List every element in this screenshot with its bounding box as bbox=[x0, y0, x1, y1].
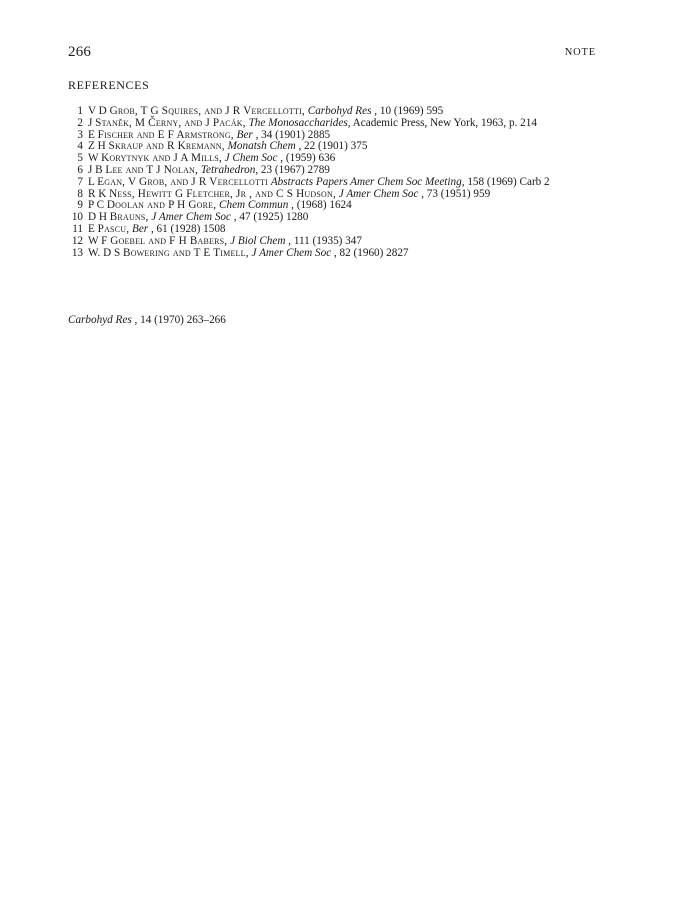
reference-number: 12 bbox=[71, 234, 83, 247]
reference-fragment: 158 (1969) Carb 2 bbox=[464, 175, 550, 188]
reference-source: J Chem Soc bbox=[224, 152, 278, 165]
footer-journal: Carbohyd Res bbox=[68, 314, 132, 326]
reference-authors: Goebel and F H Babers, bbox=[110, 234, 228, 247]
reference-list bbox=[66, 106, 598, 259]
reference-number: 1 bbox=[77, 105, 83, 117]
reference-fragment: , 10 (1969) 595 bbox=[371, 105, 444, 117]
reference-authors: Egan, V Grob, and J R Vercellotti bbox=[97, 175, 269, 188]
reference-number: 4 bbox=[77, 140, 83, 153]
reference-fragment: R K bbox=[88, 187, 110, 200]
reference-number: 9 bbox=[77, 199, 83, 212]
reference-fragment: 23 (1967) 2789 bbox=[258, 163, 330, 176]
reference-authors: Fischer and E F Armstrong, bbox=[97, 128, 234, 141]
reference-source: Monatsh Chem bbox=[227, 140, 296, 153]
reference-fragment: , 61 (1928) 1508 bbox=[148, 222, 226, 235]
reference-item bbox=[66, 248, 598, 260]
reference-authors: Brauns, bbox=[109, 211, 149, 224]
reference-fragment: J bbox=[88, 116, 96, 129]
reference-fragment: W bbox=[88, 152, 102, 165]
reference-source: The Monosaccharides, bbox=[248, 116, 351, 129]
reference-fragment: , (1959) 636 bbox=[277, 152, 336, 165]
reference-authors: Pascu, bbox=[97, 222, 130, 235]
reference-authors: Korytnyk and J A Mills, bbox=[101, 152, 222, 165]
reference-authors: Skraup and R Kremann, bbox=[108, 140, 225, 153]
reference-fragment: , 82 (1960) 2827 bbox=[331, 246, 409, 259]
reference-authors: Ness, Hewitt G Fletcher, Jr , and C S Hudson, bbox=[109, 187, 336, 200]
reference-number: 10 bbox=[71, 211, 83, 224]
running-head: NOTE bbox=[564, 47, 596, 58]
reference-fragment: , 22 (1901) 375 bbox=[295, 140, 368, 153]
reference-source: Ber bbox=[236, 128, 253, 141]
reference-authors: Lee and T J Nolan, bbox=[105, 163, 199, 176]
reference-authors: Staněk, M Černy, and J Pacák, bbox=[95, 116, 246, 129]
reference-source: Ber bbox=[132, 222, 149, 235]
reference-fragment: Academic Press, New York, 1963, p. 214 bbox=[350, 116, 537, 129]
page-number: 266 bbox=[68, 44, 92, 60]
reference-text bbox=[88, 248, 598, 260]
reference-number: 2 bbox=[77, 116, 83, 129]
reference-number: 6 bbox=[77, 163, 83, 176]
reference-fragment: , 34 (1901) 2885 bbox=[252, 128, 331, 141]
reference-source: Carbohyd Res bbox=[307, 105, 372, 117]
reference-fragment: , (1968) 1624 bbox=[288, 199, 352, 212]
footer-citation: , 14 (1970) 263–266 bbox=[131, 314, 226, 326]
reference-authors: Doolan and P H Gore, bbox=[106, 199, 217, 212]
reference-fragment: D H bbox=[88, 211, 110, 224]
reference-number: 13 bbox=[71, 246, 83, 259]
reference-fragment: W. D S bbox=[88, 246, 124, 259]
reference-number: 11 bbox=[72, 222, 83, 235]
reference-fragment: Z H bbox=[88, 140, 109, 153]
reference-source: Chem Commun bbox=[219, 199, 289, 212]
reference-fragment: J B bbox=[88, 163, 106, 176]
reference-fragment: E bbox=[88, 128, 98, 141]
reference-fragment: , 111 (1935) 347 bbox=[285, 234, 362, 247]
reference-number: 3 bbox=[77, 128, 83, 141]
reference-source: J Amer Chem Soc bbox=[251, 246, 332, 259]
journal-footer bbox=[68, 314, 226, 326]
reference-fragment: E bbox=[88, 222, 98, 235]
reference-number: 8 bbox=[77, 187, 83, 200]
reference-fragment: W F bbox=[88, 234, 111, 247]
reference-fragment: , 73 (1951) 959 bbox=[418, 187, 491, 200]
reference-fragment: L bbox=[88, 175, 98, 188]
reference-number: 7 bbox=[77, 175, 83, 188]
section-heading: REFERENCES bbox=[68, 78, 150, 92]
reference-authors: Bowering and T E Timell, bbox=[123, 246, 249, 259]
reference-fragment: V D bbox=[88, 105, 110, 117]
reference-number: 5 bbox=[77, 152, 83, 165]
reference-fragment: P C bbox=[88, 199, 107, 212]
reference-source: J Amer Chem Soc bbox=[151, 211, 231, 224]
reference-source: Tetrahedron, bbox=[200, 163, 259, 176]
reference-fragment: , 47 (1925) 1280 bbox=[230, 211, 309, 224]
reference-authors: Grob, T G Squires, and J R Vercellotti, bbox=[109, 105, 305, 117]
reference-source: Abstracts Papers Amer Chem Soc Meeting, bbox=[270, 175, 465, 188]
reference-source: J Biol Chem bbox=[230, 234, 286, 247]
reference-source: J Amer Chem Soc bbox=[338, 187, 419, 200]
